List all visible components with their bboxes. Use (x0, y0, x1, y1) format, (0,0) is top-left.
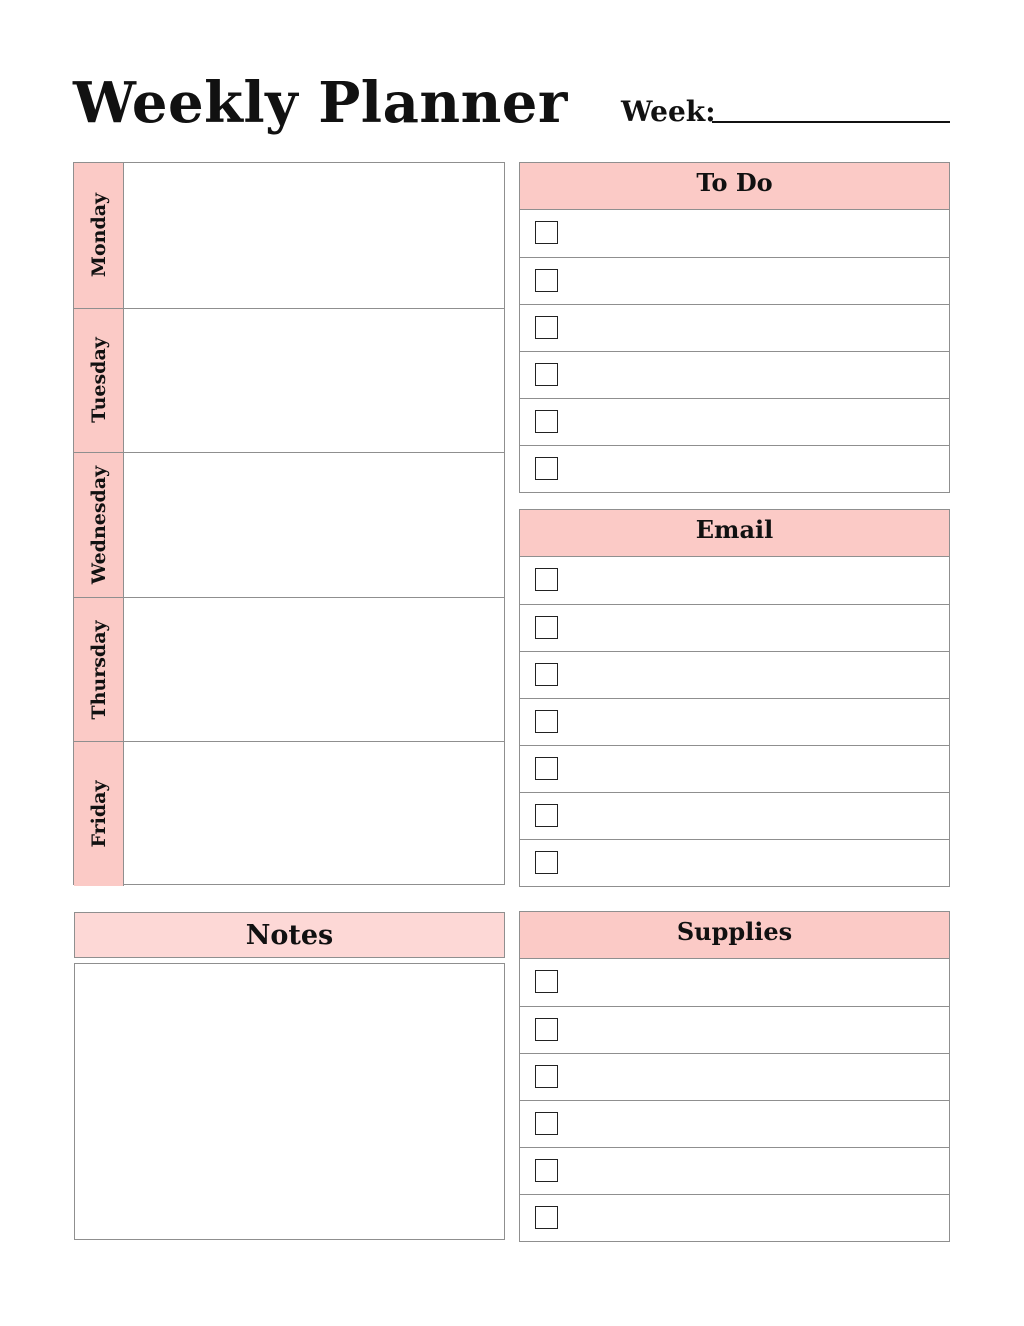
checklist-row[interactable] (520, 304, 949, 351)
checklist-row[interactable] (520, 1147, 949, 1194)
checkbox-icon[interactable] (535, 568, 558, 591)
email-list-title: Email (520, 510, 949, 557)
supplies-list (519, 911, 950, 1242)
day-label: Monday (87, 193, 110, 278)
checklist-row[interactable] (520, 651, 949, 698)
week-input-line[interactable] (712, 121, 950, 123)
checklist-row[interactable] (520, 1194, 949, 1241)
checkbox-icon[interactable] (535, 410, 558, 433)
checkbox-icon[interactable] (535, 616, 558, 639)
checkbox-icon[interactable] (535, 316, 558, 339)
day-row-wednesday (74, 452, 504, 597)
checklist-row[interactable] (520, 745, 949, 792)
day-tab (74, 742, 124, 886)
supplies-list-title: Supplies (520, 912, 949, 959)
day-row-monday (74, 163, 504, 308)
checkbox-icon[interactable] (535, 1159, 558, 1182)
todo-list (519, 162, 950, 493)
notes-title: Notes (74, 912, 505, 958)
day-row-tuesday (74, 308, 504, 453)
notes-area[interactable] (74, 963, 505, 1240)
checkbox-icon[interactable] (535, 457, 558, 480)
day-entry-area[interactable] (124, 453, 504, 597)
day-entry-area[interactable] (124, 309, 504, 453)
checkbox-icon[interactable] (535, 363, 558, 386)
checklist-row[interactable] (520, 1006, 949, 1053)
checkbox-icon[interactable] (535, 269, 558, 292)
checkbox-icon[interactable] (535, 1065, 558, 1088)
day-label: Thursday (87, 620, 110, 720)
checkbox-icon[interactable] (535, 970, 558, 993)
day-entry-area[interactable] (124, 163, 504, 308)
checklist-row[interactable] (520, 398, 949, 445)
day-entry-area[interactable] (124, 598, 504, 742)
day-tab (74, 453, 124, 597)
checklist-row[interactable] (520, 604, 949, 651)
checklist-row[interactable] (520, 839, 949, 886)
checkbox-icon[interactable] (535, 221, 558, 244)
checklist-row[interactable] (520, 1053, 949, 1100)
checkbox-icon[interactable] (535, 804, 558, 827)
checklist-row[interactable] (520, 792, 949, 839)
checkbox-icon[interactable] (535, 851, 558, 874)
day-entry-area[interactable] (124, 742, 504, 886)
checklist-row[interactable] (520, 698, 949, 745)
page-title: Weekly Planner (73, 70, 568, 136)
day-row-thursday (74, 597, 504, 742)
checklist-row[interactable] (520, 210, 949, 257)
checklist-row[interactable] (520, 1100, 949, 1147)
day-tab (74, 309, 124, 453)
checklist-row[interactable] (520, 257, 949, 304)
checklist-row[interactable] (520, 351, 949, 398)
checkbox-icon[interactable] (535, 1206, 558, 1229)
week-label: Week: (621, 95, 716, 128)
checkbox-icon[interactable] (535, 663, 558, 686)
day-label: Wednesday (87, 465, 110, 585)
checkbox-icon[interactable] (535, 1112, 558, 1135)
day-row-friday (74, 741, 504, 886)
day-label: Tuesday (87, 337, 110, 424)
day-tab (74, 598, 124, 742)
checkbox-icon[interactable] (535, 710, 558, 733)
email-list (519, 509, 950, 887)
days-section (73, 162, 505, 885)
checklist-row[interactable] (520, 445, 949, 492)
day-tab (74, 163, 124, 308)
checkbox-icon[interactable] (535, 1018, 558, 1041)
checklist-row[interactable] (520, 959, 949, 1006)
day-label: Friday (87, 780, 110, 848)
todo-list-title: To Do (520, 163, 949, 210)
checklist-row[interactable] (520, 557, 949, 604)
checkbox-icon[interactable] (535, 757, 558, 780)
